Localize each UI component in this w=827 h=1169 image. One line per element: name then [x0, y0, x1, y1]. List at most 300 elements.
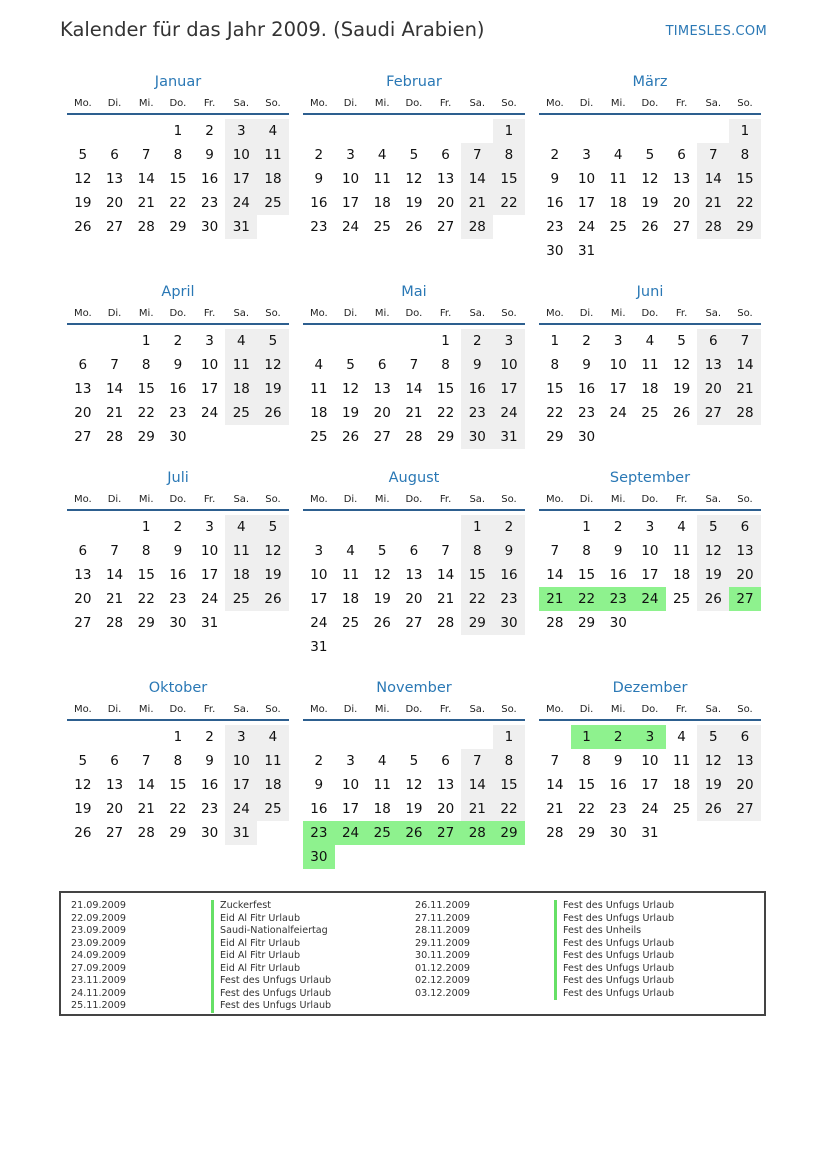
day-cell: 3 — [493, 329, 525, 353]
empty-cell — [335, 515, 367, 539]
month-august — [303, 467, 525, 659]
month-dezember — [539, 677, 761, 869]
day-cell: 9 — [173, 357, 183, 373]
day-cell: 27 — [673, 219, 691, 235]
day-cell: 10 — [341, 171, 360, 187]
weekday-label: Sa. — [705, 703, 722, 715]
day-cell: 18 — [225, 563, 257, 587]
day-grid — [67, 515, 289, 635]
weekday-label: Fr. — [675, 97, 688, 109]
weekday-header — [539, 303, 761, 325]
empty-cell — [130, 119, 162, 143]
day-cell: 27 — [74, 615, 92, 631]
weekday-label: Di. — [343, 493, 358, 505]
day-cell: 26 — [673, 405, 691, 421]
day-cell: 14 — [546, 567, 564, 583]
day-cell: 22 — [137, 591, 155, 607]
day-cell: 14 — [137, 777, 155, 793]
day-cell: 25 — [257, 191, 289, 215]
day-cell: 24 — [225, 797, 257, 821]
day-cell: 6 — [441, 147, 450, 163]
day-cell: 13 — [74, 381, 92, 397]
day-cell: 26 — [257, 587, 289, 611]
day-cell: 2 — [173, 519, 183, 535]
day-cell: 6 — [677, 147, 686, 163]
day-grid — [539, 329, 761, 449]
weekday-label: Mo. — [545, 97, 564, 109]
month-title: März — [632, 74, 668, 90]
legend-holiday-name: Zuckerfest — [211, 900, 331, 913]
day-cell: 30 — [169, 615, 187, 631]
day-cell: 26 — [405, 219, 423, 235]
day-grid — [303, 119, 525, 239]
day-cell: 12 — [405, 171, 423, 187]
day-cell: 8 — [141, 357, 151, 373]
weekday-label: Sa. — [705, 307, 722, 319]
day-cell: 18 — [310, 405, 328, 421]
weekday-label: Fr. — [675, 493, 688, 505]
day-cell: 21 — [405, 405, 423, 421]
empty-cell — [303, 515, 335, 539]
weekday-label: So. — [501, 703, 517, 715]
day-cell: 22 — [546, 405, 564, 421]
day-cell: 14 — [105, 381, 124, 397]
day-cell: 17 — [310, 591, 328, 607]
weekday-label: Di. — [343, 703, 358, 715]
day-cell: 1 — [493, 119, 525, 143]
weekday-label: Fr. — [675, 307, 688, 319]
day-cell: 12 — [257, 539, 289, 563]
day-cell: 11 — [341, 567, 360, 583]
day-cell: 4 — [225, 515, 257, 539]
day-cell: 5 — [346, 357, 355, 373]
weekday-label: Sa. — [469, 493, 486, 505]
empty-cell — [99, 119, 131, 143]
day-cell: 15 — [137, 567, 155, 583]
day-cell: 17 — [201, 381, 219, 397]
empty-cell — [335, 329, 367, 353]
holiday-day-cell: 1 — [571, 725, 603, 749]
day-cell: 26 — [697, 587, 729, 611]
legend-date: 25.11.2009 — [71, 1000, 126, 1011]
legend-left-dates — [71, 900, 126, 1013]
day-cell: 27 — [74, 429, 92, 445]
weekday-label: So. — [737, 97, 753, 109]
weekday-label: Mi. — [610, 307, 626, 319]
empty-cell — [67, 515, 99, 539]
weekday-label: Mi. — [138, 307, 154, 319]
month-november — [303, 677, 525, 869]
empty-cell — [303, 329, 335, 353]
legend-holiday-name: Eid Al Fitr Urlaub — [211, 913, 331, 926]
day-cell: 9 — [205, 753, 214, 769]
legend-date: 29.11.2009 — [415, 937, 470, 949]
day-cell: 28 — [105, 429, 124, 445]
weekday-label: Fr. — [439, 307, 452, 319]
day-cell: 28 — [546, 615, 564, 631]
day-cell: 18 — [257, 773, 289, 797]
day-cell: 28 — [105, 615, 124, 631]
weekday-label: Do. — [405, 307, 423, 319]
day-cell: 26 — [74, 219, 92, 235]
day-cell: 29 — [546, 429, 564, 445]
day-cell: 13 — [673, 171, 691, 187]
day-cell: 10 — [641, 753, 659, 769]
day-cell: 8 — [461, 539, 493, 563]
day-cell: 25 — [310, 429, 328, 445]
day-cell: 2 — [493, 515, 525, 539]
weekday-label: Do. — [641, 97, 659, 109]
day-cell: 2 — [582, 333, 591, 349]
holiday-day-cell: 24 — [634, 587, 666, 611]
weekday-label: Sa. — [233, 493, 250, 505]
day-cell: 19 — [257, 377, 289, 401]
day-cell: 13 — [373, 381, 391, 397]
page-title: Kalender für das Jahr 2009. (Saudi Arabien) — [60, 18, 485, 41]
day-cell: 13 — [437, 171, 455, 187]
day-cell: 10 — [201, 357, 219, 373]
day-cell: 11 — [257, 749, 289, 773]
weekday-label: Mi. — [138, 493, 154, 505]
day-cell: 23 — [546, 219, 564, 235]
day-cell: 24 — [201, 405, 219, 421]
day-cell: 29 — [729, 215, 761, 239]
day-cell: 11 — [257, 143, 289, 167]
day-cell: 1 — [493, 725, 525, 749]
day-cell: 2 — [205, 729, 214, 745]
day-cell: 19 — [341, 405, 360, 421]
empty-cell — [398, 515, 430, 539]
day-cell: 6 — [729, 515, 761, 539]
legend-right-dates — [415, 900, 470, 1000]
day-cell: 23 — [169, 405, 187, 421]
day-cell: 1 — [173, 729, 183, 745]
legend-date: 27.11.2009 — [415, 912, 470, 924]
holiday-day-cell: 2 — [602, 725, 634, 749]
weekday-label: Do. — [641, 307, 659, 319]
day-cell: 6 — [409, 543, 419, 559]
weekday-label: Fr. — [203, 307, 216, 319]
holiday-day-cell: 30 — [303, 845, 335, 869]
day-cell: 19 — [697, 563, 729, 587]
day-cell: 13 — [729, 539, 761, 563]
day-cell: 15 — [461, 563, 493, 587]
day-cell: 31 — [641, 825, 659, 841]
day-cell: 25 — [257, 797, 289, 821]
legend-date: 02.12.2009 — [415, 975, 470, 986]
day-cell: 3 — [205, 519, 214, 535]
day-cell: 4 — [257, 725, 289, 749]
day-cell: 30 — [201, 219, 219, 235]
day-cell: 21 — [461, 797, 493, 821]
weekday-label: Mi. — [374, 307, 390, 319]
day-cell: 6 — [441, 753, 450, 769]
weekday-label: Sa. — [233, 97, 250, 109]
day-cell: 16 — [546, 195, 564, 211]
weekday-label: Di. — [107, 307, 122, 319]
day-cell: 15 — [169, 171, 187, 187]
day-cell: 19 — [673, 381, 691, 397]
weekday-header — [67, 303, 289, 325]
day-cell: 6 — [377, 357, 387, 373]
legend-holiday-name: Fest des Unfugs Urlaub — [554, 963, 674, 976]
day-cell: 6 — [697, 329, 729, 353]
day-cell: 19 — [697, 773, 729, 797]
day-cell: 4 — [257, 119, 289, 143]
day-cell: 26 — [257, 401, 289, 425]
day-cell: 24 — [341, 219, 360, 235]
day-cell: 28 — [137, 219, 155, 235]
brand-logo[interactable]: TIMESLES.COM — [665, 24, 767, 39]
weekday-label: Mo. — [545, 493, 564, 505]
weekday-label: Do. — [405, 97, 423, 109]
day-cell: 26 — [641, 219, 659, 235]
legend-holiday-name: Fest des Unheils — [554, 925, 674, 938]
day-cell: 2 — [173, 333, 183, 349]
day-cell: 4 — [377, 147, 387, 163]
empty-cell — [366, 329, 398, 353]
empty-cell — [430, 119, 462, 143]
day-cell: 22 — [577, 801, 596, 817]
empty-cell — [366, 119, 398, 143]
day-cell: 8 — [582, 753, 591, 769]
day-cell: 14 — [729, 353, 761, 377]
day-cell: 21 — [546, 801, 564, 817]
day-cell: 25 — [641, 405, 659, 421]
day-cell: 3 — [225, 725, 257, 749]
day-cell: 19 — [74, 801, 92, 817]
day-cell: 16 — [609, 777, 627, 793]
day-cell: 24 — [641, 801, 659, 817]
empty-cell — [602, 119, 634, 143]
day-cell: 4 — [645, 333, 655, 349]
weekday-label: So. — [501, 493, 517, 505]
weekday-label: Do. — [641, 493, 659, 505]
day-cell: 11 — [225, 353, 257, 377]
day-cell: 8 — [173, 753, 183, 769]
weekday-header — [303, 489, 525, 511]
weekday-label: Mi. — [374, 97, 390, 109]
month-märz — [539, 71, 761, 263]
day-cell: 3 — [314, 543, 324, 559]
day-cell: 14 — [546, 777, 564, 793]
legend-holiday-name: Fest des Unfugs Urlaub — [554, 975, 674, 988]
day-cell: 26 — [697, 797, 729, 821]
weekday-label: Fr. — [203, 703, 216, 715]
weekday-label: Fr. — [675, 703, 688, 715]
day-cell: 22 — [729, 191, 761, 215]
day-cell: 19 — [641, 195, 659, 211]
day-cell: 4 — [346, 543, 355, 559]
holiday-day-cell: 27 — [729, 587, 761, 611]
day-cell: 1 — [141, 519, 151, 535]
empty-cell — [461, 119, 493, 143]
day-cell: 12 — [341, 381, 360, 397]
day-cell: 8 — [493, 143, 525, 167]
day-cell: 31 — [310, 639, 328, 655]
day-cell: 15 — [577, 777, 596, 793]
day-cell: 5 — [409, 753, 419, 769]
weekday-label: Mo. — [73, 493, 92, 505]
empty-cell — [571, 119, 603, 143]
day-cell: 16 — [609, 567, 627, 583]
day-cell: 12 — [641, 171, 659, 187]
day-cell: 8 — [141, 543, 151, 559]
day-cell: 23 — [201, 801, 219, 817]
weekday-label: So. — [265, 493, 281, 505]
day-cell: 8 — [493, 749, 525, 773]
empty-cell — [366, 725, 398, 749]
day-cell: 25 — [673, 801, 691, 817]
legend-holiday-name: Fest des Unfugs Urlaub — [211, 975, 331, 988]
day-cell: 6 — [110, 753, 119, 769]
day-cell: 5 — [377, 543, 387, 559]
holiday-day-cell: 22 — [571, 587, 603, 611]
empty-cell — [634, 119, 666, 143]
weekday-header — [539, 699, 761, 721]
weekday-header — [539, 489, 761, 511]
day-cell: 3 — [346, 753, 355, 769]
day-cell: 2 — [613, 519, 623, 535]
day-cell: 10 — [310, 567, 328, 583]
day-cell: 3 — [346, 147, 355, 163]
day-cell: 9 — [173, 543, 183, 559]
weekday-label: Di. — [579, 307, 594, 319]
day-cell: 3 — [582, 147, 591, 163]
day-cell: 5 — [697, 725, 729, 749]
legend-date: 24.09.2009 — [71, 950, 126, 961]
day-cell: 7 — [729, 329, 761, 353]
day-cell: 27 — [697, 401, 729, 425]
weekday-label: So. — [501, 307, 517, 319]
weekday-label: So. — [265, 307, 281, 319]
day-cell: 27 — [105, 219, 124, 235]
day-cell: 23 — [169, 591, 187, 607]
weekday-label: Fr. — [439, 493, 452, 505]
day-cell: 24 — [225, 191, 257, 215]
day-cell: 14 — [405, 381, 423, 397]
day-cell: 18 — [609, 195, 627, 211]
empty-cell — [539, 725, 571, 749]
weekday-label: Mo. — [545, 307, 564, 319]
day-cell: 5 — [257, 515, 289, 539]
day-cell: 21 — [461, 191, 493, 215]
day-cell: 31 — [493, 425, 525, 449]
day-cell: 28 — [461, 215, 493, 239]
day-grid — [303, 725, 525, 869]
day-cell: 1 — [582, 519, 591, 535]
day-cell: 21 — [105, 591, 124, 607]
day-cell: 9 — [613, 753, 623, 769]
day-cell: 29 — [137, 429, 155, 445]
day-cell: 20 — [729, 563, 761, 587]
weekday-label: Mi. — [374, 493, 390, 505]
day-cell: 10 — [341, 777, 360, 793]
weekday-label: Mo. — [309, 703, 328, 715]
weekday-label: Do. — [405, 703, 423, 715]
day-cell: 17 — [641, 567, 659, 583]
day-cell: 26 — [341, 429, 360, 445]
day-cell: 15 — [493, 167, 525, 191]
day-cell: 5 — [78, 147, 88, 163]
empty-cell — [335, 725, 367, 749]
day-cell: 14 — [461, 167, 493, 191]
day-cell: 18 — [257, 167, 289, 191]
weekday-label: Mi. — [610, 703, 626, 715]
legend-right-names — [554, 900, 674, 1000]
day-cell: 10 — [201, 543, 219, 559]
holiday-day-cell: 3 — [634, 725, 666, 749]
day-cell: 17 — [641, 777, 659, 793]
weekday-label: Di. — [579, 493, 594, 505]
day-cell: 7 — [409, 357, 419, 373]
day-cell: 21 — [697, 191, 729, 215]
day-cell: 17 — [609, 381, 627, 397]
weekday-header — [303, 303, 525, 325]
weekday-label: Mo. — [309, 493, 328, 505]
day-cell: 18 — [641, 381, 659, 397]
weekday-label: Sa. — [469, 703, 486, 715]
month-title: Juli — [167, 470, 189, 486]
empty-cell — [430, 515, 462, 539]
day-cell: 30 — [169, 429, 187, 445]
day-cell: 20 — [105, 801, 124, 817]
weekday-label: Di. — [343, 97, 358, 109]
day-cell: 20 — [74, 591, 92, 607]
day-cell: 1 — [461, 515, 493, 539]
empty-cell — [666, 119, 698, 143]
day-cell: 6 — [110, 147, 119, 163]
day-cell: 19 — [74, 195, 92, 211]
day-cell: 27 — [729, 797, 761, 821]
day-cell: 13 — [74, 567, 92, 583]
day-cell: 16 — [310, 195, 328, 211]
day-cell: 9 — [314, 171, 324, 187]
day-cell: 9 — [613, 543, 623, 559]
day-cell: 10 — [225, 143, 257, 167]
day-cell: 29 — [169, 219, 187, 235]
day-cell: 16 — [577, 381, 596, 397]
day-cell: 19 — [405, 801, 423, 817]
legend-holiday-name: Fest des Unfugs Urlaub — [211, 988, 331, 1001]
day-cell: 22 — [169, 801, 187, 817]
day-cell: 6 — [78, 357, 88, 373]
month-title: Januar — [154, 74, 202, 90]
weekday-label: Di. — [107, 493, 122, 505]
day-cell: 29 — [577, 825, 596, 841]
day-cell: 9 — [582, 357, 591, 373]
day-cell: 10 — [577, 171, 596, 187]
day-cell: 23 — [201, 195, 219, 211]
day-cell: 29 — [137, 615, 155, 631]
day-cell: 16 — [169, 567, 187, 583]
day-cell: 7 — [461, 749, 493, 773]
empty-cell — [335, 119, 367, 143]
day-cell: 1 — [173, 123, 183, 139]
weekday-label: Sa. — [469, 97, 486, 109]
holiday-day-cell: 26 — [398, 821, 430, 845]
day-cell: 20 — [373, 405, 391, 421]
day-cell: 27 — [105, 825, 124, 841]
day-cell: 3 — [645, 519, 655, 535]
empty-cell — [697, 119, 729, 143]
empty-cell — [99, 329, 131, 353]
day-cell: 24 — [201, 591, 219, 607]
weekday-label: So. — [737, 307, 753, 319]
month-oktober — [67, 677, 289, 869]
day-cell: 6 — [78, 543, 88, 559]
day-grid — [67, 725, 289, 845]
